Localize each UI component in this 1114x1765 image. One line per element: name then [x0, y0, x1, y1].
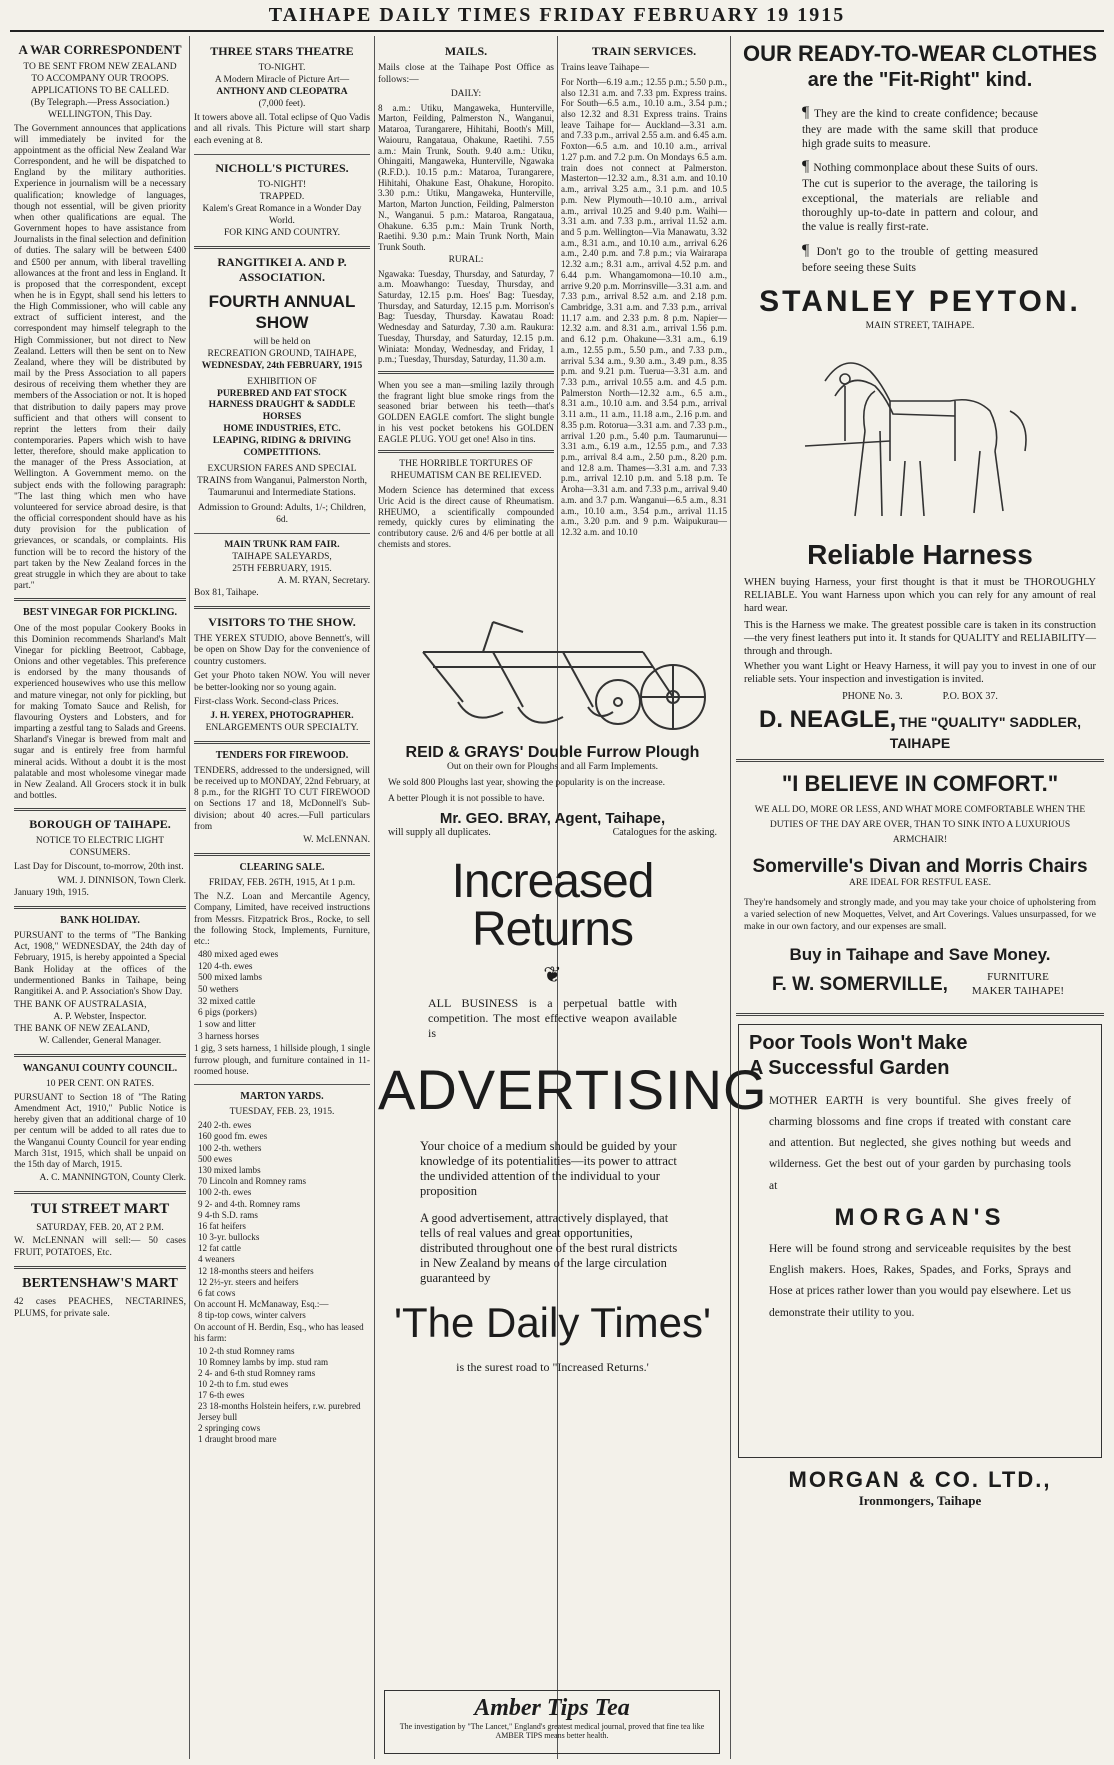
- neagle-tag: THE "QUALITY" SADDLER, TAIHAPE: [889, 714, 1082, 751]
- list-item: 4 weaners: [198, 1254, 235, 1265]
- tui-subhead: SATURDAY, FEB. 20, AT 2 P.M.: [36, 1222, 164, 1233]
- ram-date: 25TH FEBRUARY, 1915.: [232, 563, 332, 574]
- column-rule: [374, 36, 375, 1759]
- comfort-footer: [736, 971, 1104, 999]
- firewood-body: TENDERS, addressed to the undersigned, will be received up to MONDAY, 22nd February, at 8 p.m., for the RIGHT TO CUT FIREWOOD on Sections 17 and 18, McDonnell's Sub-division; about 40 acres.—Full particulars from: [194, 766, 370, 832]
- comfort-body: WE ALL DO, MORE OR LESS, AND WHAT MORE COMFORTABLE WHEN THE DUTIES OF THE DAY ARE OVER, THAN TO SINK INTO A LUXURIOUS ARMCHAIR!: [754, 805, 1086, 846]
- borough-body: Last Day for Discount, to-morrow, 20th inst.: [14, 861, 184, 872]
- show-fares: EXCURSION FARES AND SPECIAL TRAINS from Wanganui, Palmerston North, Taumarunui and Intermediate Stations.: [196, 463, 368, 498]
- column-rule: [730, 36, 731, 1759]
- tools-ad: [738, 1024, 1102, 1458]
- marton-list-2: [194, 1346, 370, 1445]
- plough-illustration: [378, 612, 727, 742]
- divider: [14, 808, 186, 811]
- divider: [194, 533, 370, 534]
- visitors-body: THE YEREX STUDIO, above Bennett's, will be open on Show Day for the convenience of country customers.: [194, 633, 370, 668]
- list-item: 8 tip-top cows, winter calvers: [198, 1310, 306, 1321]
- stars-line: A Modern Miracle of Picture Art—: [214, 74, 350, 85]
- list-item: 10 2-th stud Romney rams: [198, 1345, 295, 1356]
- plough-line: Out on their own for Ploughs and all Farm Implements.: [446, 762, 659, 772]
- list-item: 3 harness horses: [198, 1031, 259, 1042]
- war-subhead: TO ACCOMPANY OUR TROOPS.: [31, 74, 169, 85]
- harness-title: Reliable Harness: [807, 538, 1033, 570]
- trains-intro: Trains leave Taihape—: [561, 63, 649, 73]
- plough-title: REID & GRAYS' Double Furrow Plough: [405, 744, 700, 761]
- borough-subhead: NOTICE TO ELECTRIC LIGHT CONSUMERS.: [35, 836, 165, 859]
- bank-name: THE BANK OF AUSTRALASIA,: [14, 1000, 147, 1010]
- column-4: [736, 36, 1104, 1759]
- show-line: will be held on: [253, 337, 311, 347]
- war-title: A WAR CORRESPONDENT: [18, 42, 182, 57]
- dateline: (By Telegraph.—Press Association.) WELLINGTON, This Day.: [30, 97, 170, 120]
- peyton-name: STANLEY PEYTON.: [759, 285, 1081, 319]
- wanganui-sign: A. C. MANNINGTON, County Clerk.: [39, 1172, 186, 1183]
- plough-line: We sold 800 Ploughs last year, showing the popularity is on the increase.: [388, 778, 665, 788]
- tools-para: MOTHER EARTH is very bountiful. She gives freely of charming blossoms and fine crops if treated with constant care and attention. But neglected, she gives nothing but weeds and wilderness. Get the best out of your garden by purchasing tools at: [769, 1094, 1071, 1192]
- stars-subhead: TO-NIGHT.: [258, 63, 306, 73]
- masthead-rule: [10, 30, 1104, 32]
- bertenshaw-body: 42 cases PEACHES, NECTARINES, PLUMS, for private sale.: [14, 1296, 186, 1319]
- list-item: 12 2½-yr. steers and heifers: [198, 1276, 299, 1287]
- list-item: 32 mixed cattle: [198, 996, 256, 1007]
- list-item: 1 sow and litter: [198, 1020, 256, 1031]
- list-item: 100 2-th. ewes: [198, 1187, 252, 1198]
- tools-para: Here will be found strong and serviceable requisites by the best English makers. Hoes, Rakes, Spades, and Forks, Sprays and Hose at prices rather lower than you would pay elsewhere. Let us demonstrate their utility to you.: [769, 1242, 1071, 1319]
- mails-intro: Mails close at the Taihape Post Office as follows:—: [378, 63, 554, 85]
- list-item: 50 wethers: [198, 985, 239, 996]
- war-subhead: TO BE SENT FROM NEW ZEALAND: [23, 62, 177, 73]
- divider: [736, 1013, 1104, 1016]
- visitors-title: VISITORS TO THE SHOW.: [208, 614, 356, 629]
- firewood-title: TENDERS FOR FIREWOOD.: [215, 749, 349, 761]
- list-item: 12 18-months steers and heifers: [198, 1265, 314, 1276]
- ram-box: Box 81, Taihape.: [194, 587, 259, 598]
- trains-body: For North—6.19 a.m.; 12.55 p.m.; 5.50 p.m., also 12.31 a.m. and 7.33 pm. Express trains. For South—6.5 a.m., 10.10 a.m., 3.54 p.m.; also 12.32 and 8.31 Express trains. Trains leave Taihape for— Auckland—3.31 a.m. and 7.33 p.m., arrival 2.55 a.m. and 6.45 a.m. Foxton—6.5 a.m. and 10.10 a.m., arrival 1.27 p.m. and 7.2 p.m. On Mondays 6.5 a.m. train does not connect at Palmerston. Masterton—12.32 a.m., 8.31 a.m. and 10.10 a.m., arrival 3.25 a.m., 3.1 p.m. and 10.5 p.m. New Plymouth—10.10 a.m., arrival a.m., arrival 10.25 and 9.40 p.m. Waihi—3.31 a.m. and 7.33 p.m., arrival 11.52 a.m. and 5 p.m. Wellington—Via Manawatu, 3.32 a.m., 8.31 a.m., and 10.10 a.m., arrival 6.26 a.m., 2.40 p.m. and 7.8 p.m.; via Wairarapa 12.32 a.m.; 8.31 a.m., arrival 4.52 p.m. and 6.44 p.m. Whangamomona—10.10 a.m., arrive 9.20 p.m. Morrinsville—3.31 a.m. and 7.33 p.m., arrival 8.52 a.m. and 2.18 p.m. Cambridge, 3.31 a.m. and 7.33 p.m., arrival 11.17 a.m. and 2.33 p.m. 8 p.m. Napier—12.32 a.m. and 8.31 a.m., arrival 1.56 p.m. and 6.12 p.m. Ohakune—3.31 a.m., 6.19 a.m., 12.55 p.m., 5.50 p.m., and 7.33 p.m., arrival 5.34 a.m., 9.30 a.m., 3.49 p.m., 8.35 p.m. and 9.21 p.m. Tuerua—3.31 a.m. and 7.33 p.m., arrival 10.55 a.m. and 4.5 p.m. Palmerston North—12.32 a.m., 6.5 a.m., 8.31 a.m., 10.10 a.m. and 3.54 p.m., arrival 3.11 a.m., 11 a.m., 11.18 a.m., 2.16 p.m. and 8.35 p.m. Rotorua—3.31 a.m. and 7.33 p.m., arrival 1.20 p.m., 5.40 p.m. Taumarunui—3.31 a.m., 6.19 a.m., 12.55 p.m., and 7.33 p.m., arrival 8.4 a.m., 2.50 p.m., 8.20 p.m. and 12.8 a.m. Thames—3.31 a.m. and 7.33 p.m., arrival 12.10 p.m. and 5.18 p.m. Te Aroha—3.31 a.m. and 7.33 p.m., arrival 9.40 a.m. and 3.7 p.m. Wanganui—6.5 a.m., 8.31 a.m., 10.10 a.m., 3.54 p.m., arrival 11.15 a.m., 3.20 p.m. and 9 p.m. Waipukurau—12.32 a.m. and 10.10: [561, 76, 727, 538]
- harness-para: WHEN buying Harness, your first thought is that it must be THOROUGHLY RELIABLE. You want Harness upon which you can rely for any amount of real hard wear.: [744, 576, 1096, 614]
- clearing-body: The N.Z. Loan and Mercantile Agency, Company, Limited, have received instructions from Messrs. Fitzpatrick Bros., Rocke, to sell the following Stock, Implements, Furniture, etc.:: [194, 892, 370, 947]
- pilcrow-icon: ¶: [802, 241, 817, 259]
- borough-date: January 19th, 1915.: [14, 887, 89, 898]
- list-item: 12 fat cattle: [198, 1243, 241, 1254]
- rheumatism-title: THE HORRIBLE TORTURES OF RHEUMATISM CAN BE RELIEVED.: [390, 459, 542, 482]
- marton-title: MARTON YARDS.: [240, 1090, 324, 1102]
- list-item: 10 3-yr. bullocks: [198, 1232, 260, 1243]
- tui-body: W. McLENNAN will sell:— 50 cases FRUIT, POTATOES, Etc.: [14, 1236, 186, 1259]
- comfort-buy: Buy in Taihape and Save Money.: [789, 944, 1051, 964]
- amber-tea-ad: [384, 1690, 720, 1754]
- morgans-name: MORGAN'S: [834, 1203, 1006, 1231]
- divider: [378, 371, 554, 374]
- tea-body: The investigation by "The Lancet," England's greatest medical journal, proved that fine tea like AMBER TIPS means better health.: [399, 1722, 705, 1740]
- list-item: 240 2-th. ewes: [198, 1120, 252, 1131]
- nicholl-title: NICHOLL'S PICTURES.: [215, 161, 349, 176]
- list-item: 500 mixed lambs: [198, 973, 263, 984]
- plough-ad: [378, 612, 727, 842]
- list-item: 23 18-months Holstein heifers, r.w. purebred Jersey bull: [198, 1401, 361, 1422]
- stars-title: THREE STARS THEATRE: [210, 44, 354, 58]
- peyton-address: MAIN STREET, TAIHAPE.: [865, 320, 975, 331]
- mails-daily-heading: DAILY:: [450, 88, 482, 99]
- borough-title: BOROUGH OF TAIHAPE.: [29, 817, 171, 832]
- list-item: 120 4-th. ewes: [198, 961, 253, 972]
- harness-box: P.O. BOX 37.: [942, 690, 998, 702]
- show-item: PUREBRED AND FAT STOCK: [217, 388, 347, 399]
- marton-list: [194, 1120, 370, 1298]
- list-item: 130 mixed lambs: [198, 1165, 261, 1175]
- bank-sign: W. Callender, General Manager.: [38, 1035, 162, 1046]
- ram-title: MAIN TRUNK RAM FAIR.: [224, 540, 340, 551]
- show-date: WEDNESDAY, 24th FEBRUARY, 1915: [201, 360, 363, 371]
- firewood-sign: W. McLENNAN.: [303, 834, 370, 845]
- comfort-chairs: Somerville's Divan and Morris Chairs: [752, 855, 1088, 877]
- list-item: 500 ewes: [198, 1153, 233, 1164]
- war-body: The Government announces that applications will immediately be invited for the appointment as the official New Zealand War Correspondent, and he will be dispatched to England by the military authorities. Experience in journalism will be a necessary qualification; knowledge of languages, though not essential, will be given priority when other qualifications are equal. The Government hopes to have assistance from Journalists in the final selection and definition of duties. The salary will be between £400 and £500 per annum, with liberal travelling allowances at the front and less in England. It is proposed that the correspondent, except when he is in Egypt, shall send his letters to the High Commissioner, who will cable any extract of sufficient interest, and the correspondent may himself telegraph to the High Commissioner, but not direct to New Zealand. Letters will then be sent on to New Zealand, where they will be distributed by mail by the Press Association to all papers desirous of receiving them whether they are members of the Association or not. It is hoped that distribution to daily papers may prove sufficient and that others will consent to reprint the letters from their daily contemporaries. Papers which wish to have letter, therefore, should make application to the manager of the Press Association, at Wellington. A Government memo. on the subject ends with the following paragraph: "The last thing which men who have volunteered for service abroad desire, is that the official correspondent should have as his duty provision for the publication of grievances, or scandals, or complaints. His function will be to record the history of the part taken by the New Zealand forces in the great struggle in which they are about to take part.": [14, 123, 186, 592]
- returns-paragraph: A good advertisement, attractively displayed, that tells of real values and great opportunities, distributed throughout one of the best rural districts in New Zealand by means of the large circulation guaranteed by: [420, 1210, 678, 1285]
- divider: [378, 450, 554, 453]
- list-item: 480 mixed aged ewes: [198, 949, 279, 960]
- list-item: 16 fat heifers: [198, 1220, 246, 1231]
- morgan-ironmongers: Ironmongers, Taihape: [858, 1493, 982, 1509]
- pilcrow-icon: ¶: [802, 103, 815, 121]
- vinegar-body: One of the most popular Cookery Books in this Dominion recommends Sharland's Malt Vinegar for pickling Beetroot, Cabbage, Onions and other vegetables. This preference is endorsed by the many thousands of experienced housewives who use this mellow and mature vinegar, not only for pickling, but for making Tomato Sauce and Relish, for flavouring Oysters and Lobsters, and for imparting a zestful tang to Salads and Greens. Sharland's Vinegar is brewed from malt and sugar and is entirely free from harmful mineral acids. Without a doubt it is the most palatable and most wholesome vinegar made in New Zealand. All Grocers stock it in bulk and bottles.: [14, 623, 186, 802]
- mails-daily-body: 8 a.m.: Utiku, Mangaweka, Hunterville, Marton, Feilding, Palmerston N., Wanganui, Mataroa, Turangarere, Hihitahi, Booth's Mill, Waiouru, Rangataua, Ohakune, Raetihi. 7.55 a.m.: Main Trunk, South. 9.40 a.m.: Utiku, Ohingaiti, Mangaweka, Hunterville, Ngawaka (R.F.D.). 10.15 p.m.: Mataroa, Turangarere, Hihitahi, Ohakune East, Ohakune, Horopito. 3.30 p.m.: Utiku, Mangaweka, Hunterville, Marton, Marton Junction, Feilding, Palmerston N., Wanganui. 5 p.m.: Mataroa, Rangataua, Ohakune. 6.35 p.m.: Main Trunk North, Raetihi. 9.30 p.m.: Main Trunk North, Main Trunk South.: [378, 102, 554, 252]
- increased-returns-ad: [378, 855, 768, 1670]
- list-item: 9 4-th S.D. rams: [198, 1209, 258, 1220]
- bank-body: PURSUANT to the terms of "The Banking Act, 1908," WEDNESDAY, the 24th day of February, 1915, is hereby appointed a Special Bank Holiday at the offices of the undermentioned Banks in Taihape, being Rangitikei A. and P. Association's Show Day.: [14, 931, 186, 997]
- tea-title: Amber Tips Tea: [474, 1695, 630, 1721]
- nicholl-line: TRAPPED.: [259, 192, 305, 202]
- borough-sign: WM. J. DINNISON, Town Clerk.: [57, 875, 186, 886]
- vinegar-title: BEST VINEGAR FOR PICKLING.: [22, 607, 178, 619]
- somerville-name: F. W. SOMERVILLE,: [772, 973, 948, 995]
- list-item: 6 fat cows: [198, 1287, 236, 1298]
- tools-title: A Successful Garden: [749, 1056, 950, 1079]
- list-item: 9 2- and 4-th. Romney rams: [198, 1198, 301, 1209]
- ram-sign: A. M. RYAN, Secretary.: [277, 575, 370, 586]
- divider: [14, 598, 186, 601]
- plough-agent: Mr. GEO. BRAY, Agent, Taihape,: [439, 810, 666, 827]
- mails-column: [378, 36, 554, 611]
- divider: [194, 606, 370, 609]
- clothes-paragraph: [802, 157, 1038, 235]
- ornament-icon: ❦: [543, 962, 562, 987]
- returns-paragraph: Your choice of a medium should be guided by your knowledge of its potentialities—its power to attract the undivided attention of the individual to your proposition: [420, 1138, 677, 1198]
- masthead: TAIHAPE DAILY TIMES FRIDAY FEBRUARY 19 1915: [268, 4, 846, 26]
- clearing-date: FRIDAY, FEB. 26TH, 1915, At 1 p.m.: [208, 878, 356, 889]
- divider: [194, 154, 370, 155]
- bank-title: BANK HOLIDAY.: [60, 914, 140, 926]
- returns-intro: ALL BUSINESS is a perpetual battle with competition. The most effective weapon available is: [428, 996, 677, 1040]
- divider: [736, 759, 1104, 762]
- show-line: EXHIBITION OF: [247, 376, 317, 387]
- harness-footer: [736, 705, 1104, 753]
- morgan-company: MORGAN & CO. LTD.,: [788, 1466, 1052, 1492]
- clothes-subtitle: are the "Fit-Right" kind.: [807, 68, 1033, 91]
- list-item: 17 6-th ewes: [198, 1390, 245, 1401]
- tui-title: TUI STREET MART: [30, 1200, 170, 1217]
- divider: [194, 1084, 370, 1085]
- nicholl-body: Kalem's Great Romance in a Wonder Day World.: [202, 203, 362, 226]
- comfort-title: "I BELIEVE IN COMFORT.": [781, 770, 1059, 796]
- returns-paper: 'The Daily Times': [393, 1298, 712, 1346]
- clothes-paragraph: [802, 103, 1038, 152]
- show-admission: Admission to Ground: Adults, 1/-; Children, 6d.: [197, 503, 367, 526]
- list-item: 2 springing cows: [198, 1422, 261, 1433]
- column-rule: [189, 36, 190, 1759]
- clothes-text: Don't go to the trouble of getting measured before seeing these Suits: [802, 245, 1039, 274]
- divider: [194, 246, 370, 249]
- horses-illustration: [736, 341, 1104, 531]
- visitors-sign: J. H. YEREX, PHOTOGRAPHER.: [210, 710, 354, 721]
- mails-rural-heading: RURAL:: [448, 254, 484, 265]
- trains-title: TRAIN SERVICES.: [591, 44, 697, 58]
- visitors-body: First-class Work. Second-class Prices.: [194, 696, 339, 707]
- clothes-title: OUR READY-TO-WEAR CLOTHES: [742, 41, 1098, 66]
- list-item: 10 Romney lambs by imp. stud ram: [198, 1356, 329, 1367]
- clearing-list: [194, 950, 370, 1043]
- rheumatism-body: Modern Science has determined that excess Uric Acid is the direct cause of Rheumatism. RHEUMO, a scientifically compounded remedy, quickly cures by eliminating the contributory cause. 2/6 and 4/6 per bottle at all chemists and stores.: [378, 485, 554, 549]
- clothes-paragraph: [802, 241, 1038, 275]
- returns-tail: is the surest road to "Increased Returns.': [456, 1359, 649, 1374]
- comfort-ideal: ARE IDEAL FOR RESTFUL EASE.: [848, 878, 992, 889]
- divider: [14, 906, 186, 909]
- column-1: [14, 36, 186, 1759]
- trains-column: [561, 36, 727, 611]
- war-subhead: APPLICATIONS TO BE CALLED.: [31, 86, 169, 96]
- rangitikei-title: RANGITIKEI A. AND P. ASSOCIATION.: [217, 254, 347, 284]
- show-item: LEAPING, RIDING & DRIVING COMPETITIONS.: [212, 436, 352, 458]
- bank-sign: A. P. Webster, Inspector.: [53, 1011, 147, 1022]
- column-2: [194, 36, 370, 1759]
- marton-date: TUESDAY, FEB. 23, 1915.: [229, 1107, 335, 1118]
- golden-eagle-ad: When you see a man—smiling lazily through the fragrant light blue smoke rings from the seasoned briar between his teeth—that's GOLDEN EAGLE comfort. The slight bungle in his vest pocket betokens his GOLDEN EAGLE PLUG. YOU get one! Also in tins.: [378, 380, 554, 444]
- harness-phone: PHONE No. 3.: [842, 690, 903, 702]
- clearing-title: CLEARING SALE.: [239, 861, 325, 873]
- divider: [14, 1054, 186, 1057]
- mails-title: MAILS.: [444, 44, 488, 58]
- plough-line: A better Plough it is not possible to have.: [388, 794, 545, 804]
- clothes-text: They are the kind to create confidence; because they are made with the same skill that produce high grade suits to measure.: [802, 107, 1039, 150]
- harness-para: This is the Harness we make. The greatest possible care is taken in its construction—the very finest leathers put into it. It stands for QUALITY and RELIABILITY—through and through.: [744, 619, 1096, 658]
- divider: [14, 1191, 186, 1194]
- show-item: HOME INDUSTRIES, ETC.: [223, 424, 341, 435]
- marton-account: On account of H. Berdin, Esq., who has leased his farm:: [194, 1321, 364, 1344]
- wanganui-subhead: 10 PER CENT. ON RATES.: [45, 1079, 155, 1089]
- somerville-tag: FURNITURE MAKER TAIHAPE!: [971, 971, 1065, 997]
- marton-account: On account H. McManaway, Esq.:—: [194, 1299, 329, 1310]
- neagle-name: D. NEAGLE,: [758, 706, 897, 733]
- returns-title: Increased Returns: [451, 855, 654, 956]
- harness-contact: [736, 691, 1104, 704]
- divider: [194, 853, 370, 856]
- wanganui-title: WANGANUI COUNTY COUNCIL.: [22, 1062, 178, 1074]
- show-title: FOURTH ANNUAL SHOW: [208, 291, 356, 332]
- clothes-text: Nothing commonplace about these Suits of ours. The cut is superior to the average, the tailoring is exceptional, the materials are reliable and thoroughly up-to-date in pattern and colour, and the value is really first-rate.: [802, 162, 1038, 234]
- returns-advertising: ADVERTISING: [378, 1058, 768, 1121]
- stars-line: (7,000 feet).: [258, 98, 306, 109]
- bank-name: THE BANK OF NEW ZEALAND,: [14, 1023, 150, 1034]
- pilcrow-icon: ¶: [802, 158, 814, 176]
- list-item: 6 pigs (porkers): [198, 1008, 257, 1019]
- clearing-tail: 1 gig, 3 sets harness, 1 hillside plough, 1 single furrow plough, and furniture contained in 11-roomed house.: [194, 1044, 370, 1077]
- ram-line: TAIHAPE SALEYARDS,: [232, 552, 332, 562]
- list-item: 10 2-th to f.m. stud ewes: [198, 1379, 289, 1390]
- nicholl-line: FOR KING AND COUNTRY.: [224, 227, 340, 238]
- visitors-body: Get your Photo taken NOW. You will never be better-looking nor so young again.: [194, 671, 370, 693]
- stars-body: It towers above all. Total eclipse of Quo Vadis and all rivals. This Picture will start sharp each evening at 8.: [194, 112, 370, 147]
- plough-catalogues: Catalogues for the asking.: [612, 827, 717, 838]
- list-item: 100 2-th. wethers: [198, 1142, 262, 1153]
- show-ground: RECREATION GROUND, TAIHAPE,: [207, 348, 357, 359]
- clothes-para: [802, 103, 1038, 276]
- list-item: 160 good fm. ewes: [198, 1131, 268, 1142]
- horses-icon: [805, 341, 1035, 531]
- visitors-tag: ENLARGEMENTS OUR SPECIALTY.: [205, 722, 359, 733]
- plough-footer: [388, 827, 717, 838]
- nicholl-line: TO-NIGHT!: [257, 180, 307, 191]
- show-item: HARNESS DRAUGHT & SADDLE HORSES: [208, 400, 356, 423]
- list-item: 70 Lincoln and Romney rams: [198, 1176, 307, 1187]
- plough-icon: [403, 612, 703, 742]
- harness-para: Whether you want Light or Heavy Harness, it will pay you to invest in one of our reliable sets. Your inspection and investigation is invited.: [744, 661, 1096, 686]
- stars-feature: ANTHONY AND CLEOPATRA: [216, 86, 348, 97]
- divider: [194, 741, 370, 744]
- list-item: 1 draught brood mare: [198, 1433, 277, 1444]
- tools-title: Poor Tools Won't Make: [749, 1031, 968, 1054]
- mails-rural-body: Ngawaka: Tuesday, Thursday, and Saturday, 7 a.m. Moawhango: Tuesday, Thursday, and Saturday, 12.15 p.m. Hoes' Bag: Tuesday, Thursday, and Saturday, 12.15 p.m. Morrison's Bag: Tuesday, Thursday. Kawatau Road: Wednesday and Saturday, 7.30 a.m. Raukura: Tuesday, Thursday, and Saturday, 12.15 p.m. Winiata: Monday, Wednesday, and Friday, 1 p.m.; Tuesday, Thursday, Saturday, 11.30 a.m.: [378, 268, 554, 365]
- list-item: 2 4- and 6-th stud Romney rams: [198, 1367, 316, 1378]
- bertenshaw-title: BERTENSHAW'S MART: [22, 1276, 178, 1292]
- plough-duplicates: will supply all duplicates.: [388, 827, 491, 838]
- divider: [14, 1266, 186, 1269]
- wanganui-body: PURSUANT to Section 18 of "The Rating Amendment Act, 1910," Public Notice is hereby given that an additional charge of 10 per centum will be added to all rates due to the Wanganui County Council for year ending March 31st, 1915, which shall be unpaid on the 15th day of March, 1915.: [14, 1092, 186, 1170]
- comfort-para: They're handsomely and strongly made, and you may take your choice of upholstering from a varied selection of new Moquettes, Velvet, and Art Coverings. Values unsurpassed, for we make in our own factory, and our expenses are small.: [744, 898, 1096, 932]
